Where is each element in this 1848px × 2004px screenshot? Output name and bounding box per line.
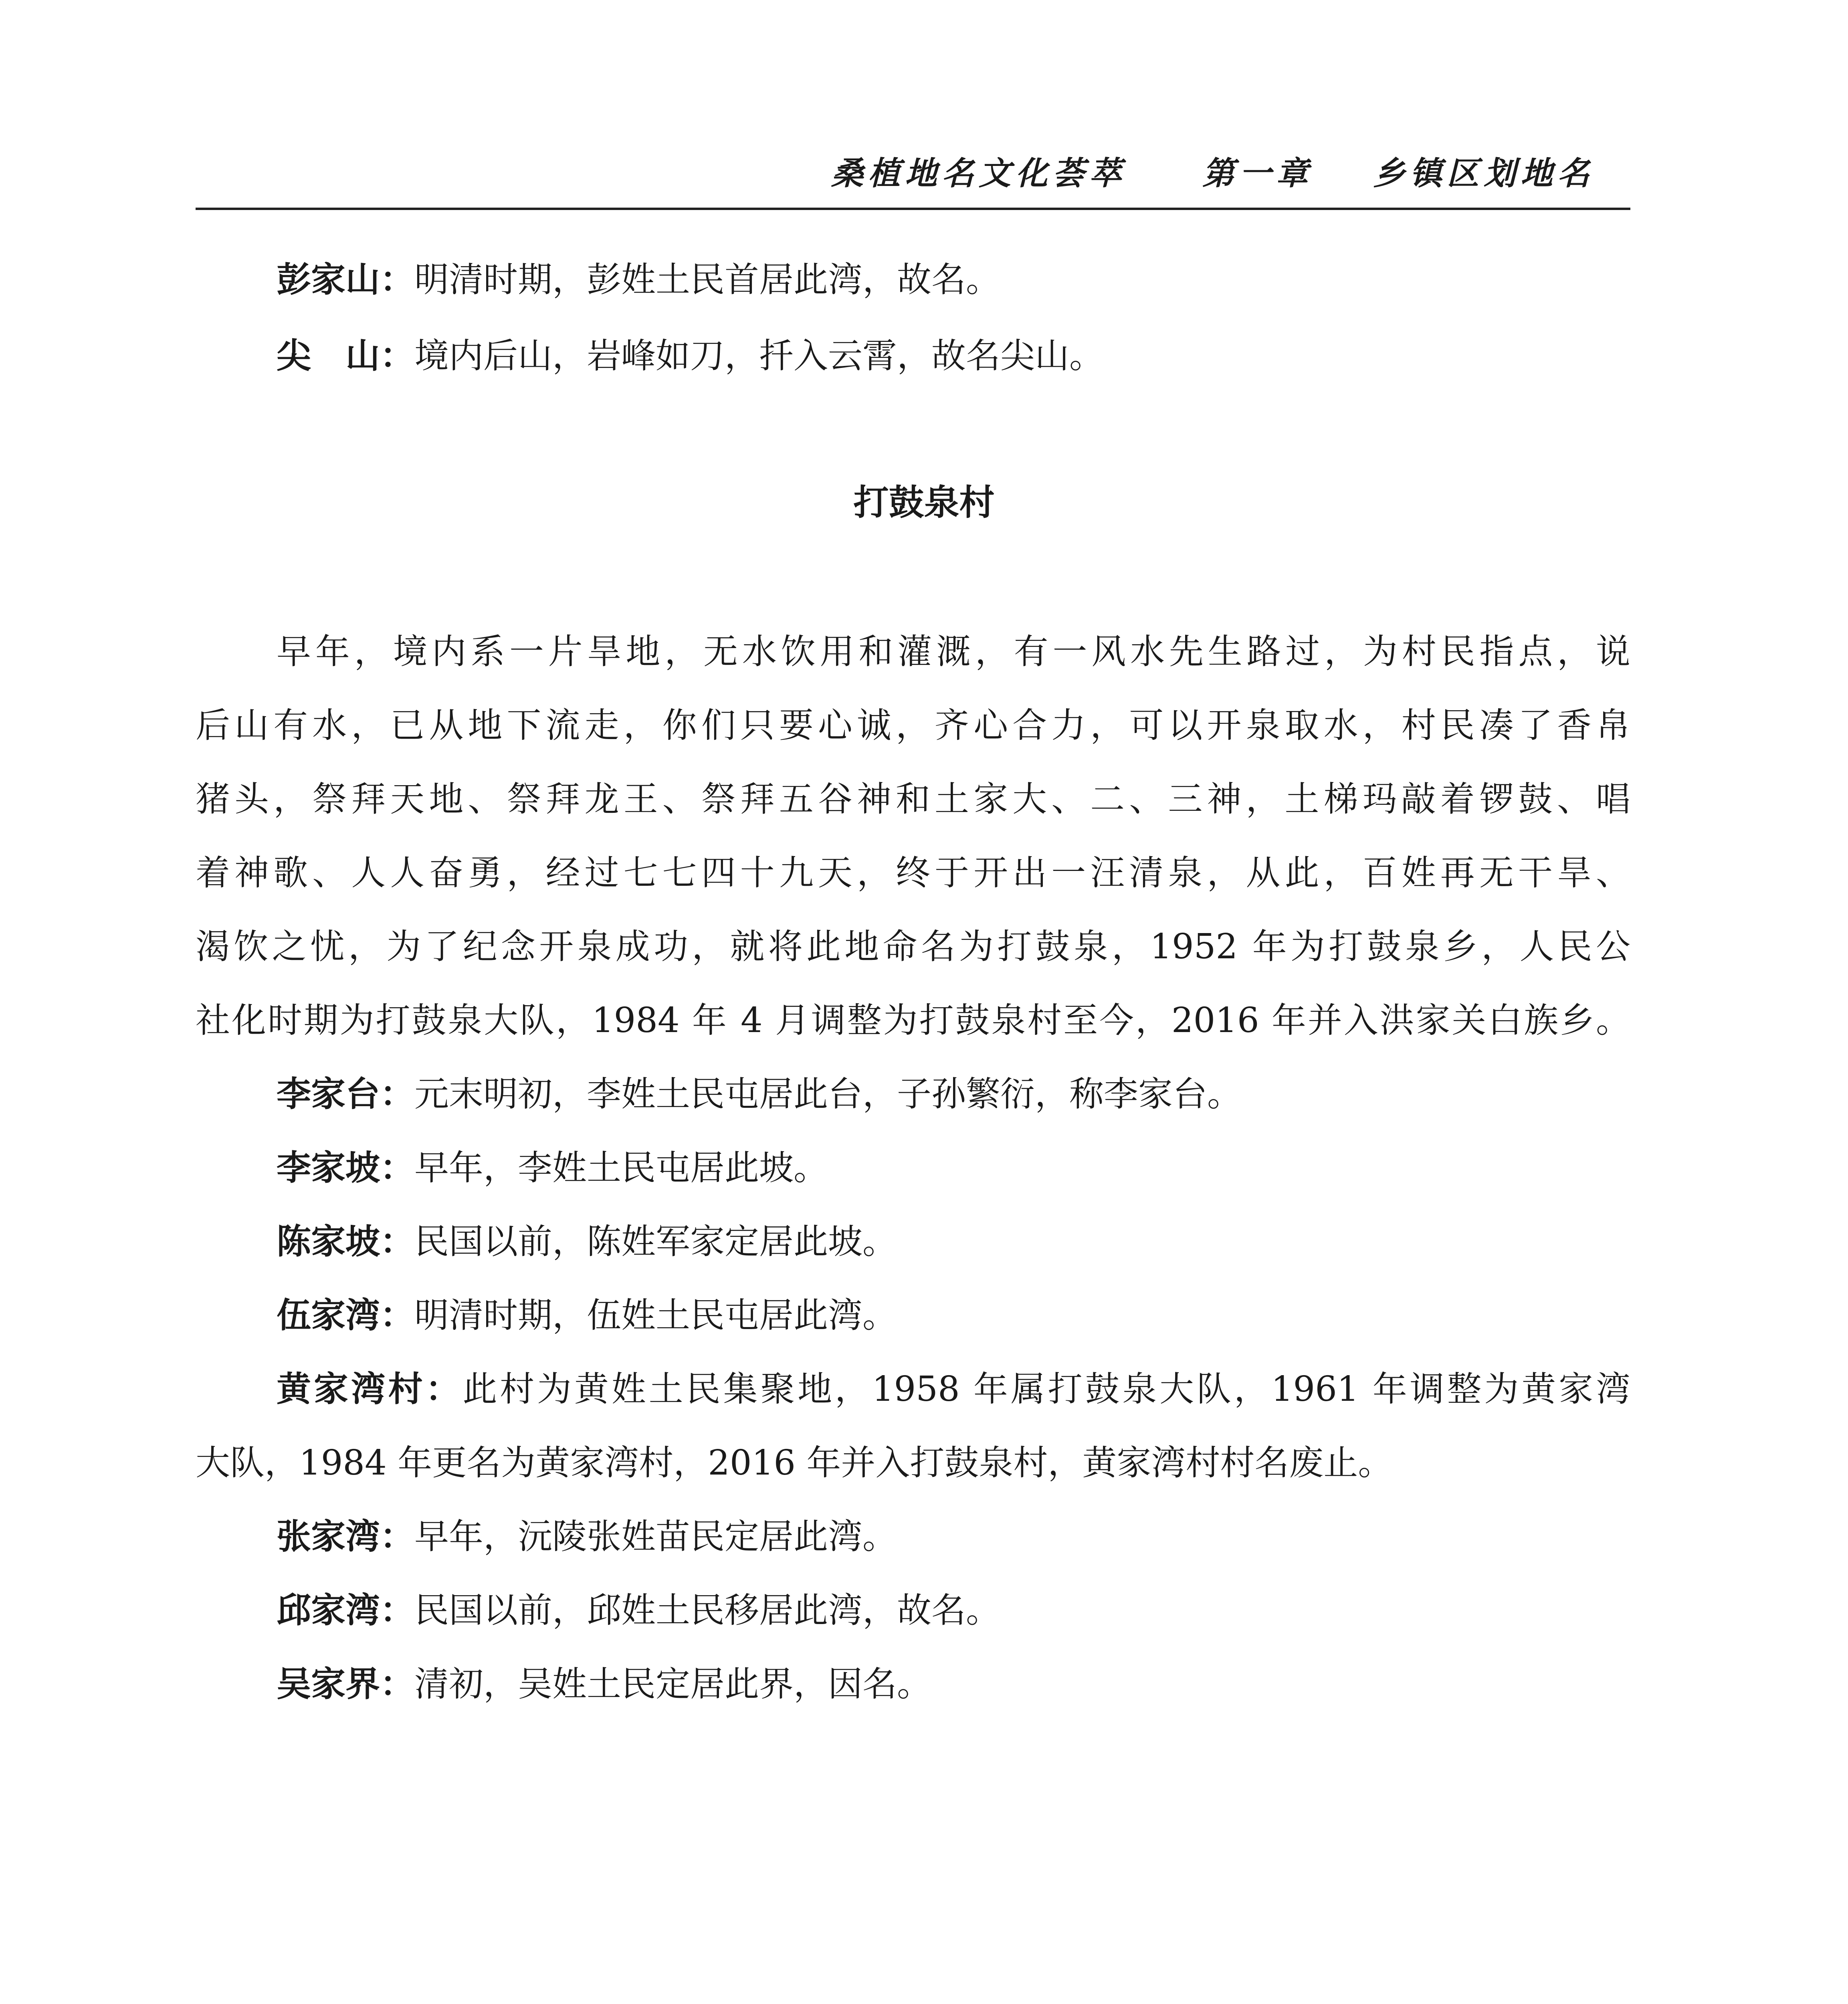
entry-qiujiawan — [277, 1590, 1000, 1630]
entry-term: 张家湾： — [277, 1517, 414, 1557]
entry-zhangjiawan — [277, 1517, 897, 1557]
entry-text: 民国以前，邱姓土民移居此湾，故名。 — [414, 1590, 1000, 1630]
entry-term: 李家台： — [277, 1074, 414, 1114]
intro-line-6: 社化时期为打鼓泉大队，1984 年 4 月调整为打鼓泉村至今，2016 年并入洪家关白族乡。 — [196, 1000, 1630, 1040]
entry-text: 境内后山，岩峰如刀，扦入云霄，故名尖山。 — [414, 336, 1104, 376]
entry-chenjiapo — [277, 1222, 897, 1262]
entry-term: 陈家坡： — [277, 1222, 414, 1262]
entry-text: 早年，李姓土民屯居此坡。 — [414, 1148, 828, 1188]
entry-term: 黄家湾村： — [277, 1369, 463, 1409]
entry-lijiatai — [277, 1074, 1242, 1114]
entry-pengjiashan — [277, 260, 1000, 300]
entry-term: 伍家湾： — [277, 1295, 414, 1335]
entry-jianshan — [277, 336, 1104, 376]
entry-wujiajie — [277, 1664, 931, 1704]
intro-line-1: 早年，境内系一片旱地，无水饮用和灌溉，有一风水先生路过，为村民指点，说 — [277, 632, 1630, 672]
entry-wujiawan — [277, 1295, 897, 1335]
entry-text: 明清时期，彭姓土民首居此湾，故名。 — [414, 260, 1000, 300]
intro-line-2: 后山有水，已从地下流走，你们只要心诚，齐心合力，可以开泉取水，村民凑了香帛 — [196, 705, 1630, 745]
entry-text: 清初，吴姓土民定居此界，因名。 — [414, 1664, 931, 1704]
entry-term: 李家坡： — [277, 1148, 414, 1188]
entry-text: 元末明初，李姓土民屯居此台，子孙繁衍，称李家台。 — [414, 1074, 1242, 1114]
intro-line-5: 渴饮之忧，为了纪念开泉成功，就将此地命名为打鼓泉，1952 年为打鼓泉乡，人民公 — [196, 927, 1630, 967]
header-chapter: 第一章 — [1202, 154, 1313, 192]
entry-huangjiawan-line-1 — [196, 1369, 1630, 1409]
entry-text: 明清时期，伍姓土民屯居此湾。 — [414, 1295, 897, 1335]
entry-term: 尖 山： — [277, 336, 414, 376]
intro-line-4: 着神歌、人人奋勇，经过七七四十九天，终于开出一汪清泉，从此，百姓再无干旱、 — [196, 853, 1630, 893]
entry-text: 民国以前，陈姓军家定居此坡。 — [414, 1222, 897, 1262]
running-header — [196, 147, 1630, 210]
entry-text: 早年，沅陵张姓苗民定居此湾。 — [414, 1517, 897, 1557]
entry-huangjiawan-line-2: 大队，1984 年更名为黄家湾村，2016 年并入打鼓泉村，黄家湾村村名废止。 — [196, 1443, 1393, 1483]
entry-term: 吴家界： — [277, 1664, 414, 1704]
header-book-title: 桑植地名文化荟萃 — [831, 154, 1126, 192]
village-title: 打鼓泉村 — [853, 482, 995, 523]
entry-term: 邱家湾： — [277, 1590, 414, 1630]
intro-line-3: 猪头，祭拜天地、祭拜龙王、祭拜五谷神和土家大、二、三神，土梯玛敲着锣鼓、唱 — [196, 779, 1630, 819]
header-section: 乡镇区划地名 — [1373, 154, 1594, 192]
header-text — [831, 147, 1594, 194]
entry-lijiapo — [277, 1148, 828, 1188]
entry-text: 此村为黄姓土民集聚地，1958 年属打鼓泉大队，1961 年调整为黄家湾 — [463, 1369, 1630, 1409]
entry-term: 彭家山： — [277, 260, 414, 300]
